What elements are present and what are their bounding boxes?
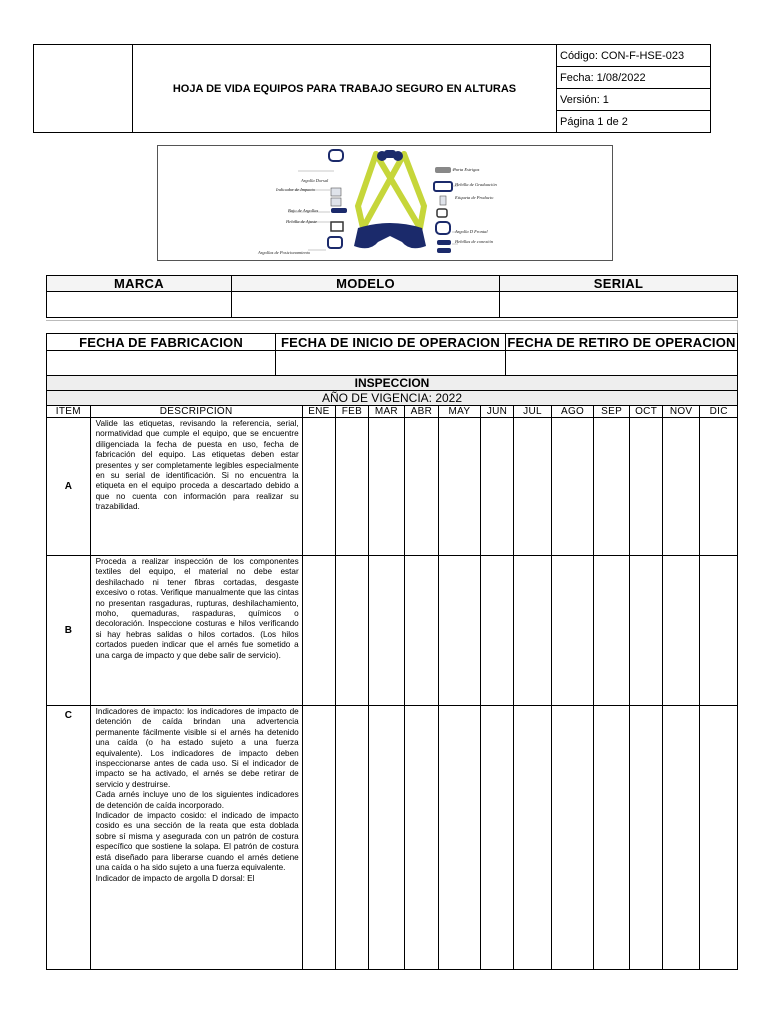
- label-hebilla-graduacion: Hebilla de Graduación: [455, 182, 497, 187]
- check-cell-jun[interactable]: [481, 706, 513, 970]
- equipment-table: [46, 275, 738, 318]
- inspection-row: [47, 706, 738, 970]
- document-version: Versión: 1: [557, 89, 711, 111]
- harness-illustration: [158, 146, 612, 260]
- check-cell-jun[interactable]: [481, 418, 513, 556]
- check-cell-mar[interactable]: [368, 418, 405, 556]
- description-column-header: DESCRIPCIÓN: [90, 406, 302, 418]
- document-title: HOJA DE VIDA EQUIPOS PARA TRABAJO SEGURO EN ALTURAS: [133, 45, 557, 133]
- month-header-feb: FEB: [336, 406, 368, 418]
- check-cell-nov[interactable]: [662, 706, 700, 970]
- check-cell-ene[interactable]: [302, 556, 335, 706]
- month-header-nov: NOV: [662, 406, 700, 418]
- label-hebilla-ajuste: Hebilla de Ajuste: [286, 219, 318, 224]
- item-label: B: [47, 556, 91, 706]
- check-cell-nov[interactable]: [662, 418, 700, 556]
- month-header-may: MAY: [438, 406, 481, 418]
- label-hebillas-conexion: Hebillas de conexión: [455, 239, 493, 244]
- check-cell-ago[interactable]: [552, 706, 594, 970]
- check-cell-dic[interactable]: [700, 706, 738, 970]
- item-column-header: ITEM: [47, 406, 91, 418]
- check-cell-jun[interactable]: [481, 556, 513, 706]
- check-cell-feb[interactable]: [336, 418, 368, 556]
- month-header-jul: JUL: [513, 406, 552, 418]
- check-cell-ago[interactable]: [552, 418, 594, 556]
- check-cell-abr[interactable]: [405, 418, 438, 556]
- modelo-value[interactable]: [232, 292, 500, 318]
- item-description: [90, 706, 302, 970]
- fecha-inicio-value[interactable]: [276, 351, 506, 376]
- check-cell-sep[interactable]: [593, 556, 630, 706]
- fecha-retiro-header: FECHA DE RETIRO DE OPERACION: [507, 334, 736, 350]
- check-cell-jul[interactable]: [513, 556, 552, 706]
- label-porta-estrigas: Porta Estrigas: [453, 167, 480, 172]
- check-cell-sep[interactable]: [593, 706, 630, 970]
- label-bajo-argollas: Bajo de Argollas: [288, 208, 319, 213]
- check-cell-jul[interactable]: [513, 418, 552, 556]
- check-cell-dic[interactable]: [700, 418, 738, 556]
- check-cell-oct[interactable]: [630, 706, 662, 970]
- month-header-ene: ENE: [302, 406, 335, 418]
- inspection-table: [46, 375, 738, 970]
- fecha-retiro-value[interactable]: [506, 351, 738, 376]
- check-cell-abr[interactable]: [405, 556, 438, 706]
- serial-header: SERIAL: [500, 276, 738, 292]
- check-cell-jul[interactable]: [513, 706, 552, 970]
- month-header-abr: ABR: [405, 406, 438, 418]
- check-cell-feb[interactable]: [336, 706, 368, 970]
- fecha-fabricacion-header: FECHA DE FABRICACION: [47, 334, 276, 351]
- check-cell-oct[interactable]: [630, 418, 662, 556]
- check-cell-ene[interactable]: [302, 706, 335, 970]
- check-cell-ago[interactable]: [552, 556, 594, 706]
- check-cell-may[interactable]: [438, 418, 481, 556]
- month-header-jun: JUN: [481, 406, 513, 418]
- label-etiqueta-producto: Etiqueta de Producto: [455, 195, 494, 200]
- check-cell-dic[interactable]: [700, 556, 738, 706]
- label-argolla-dorsal: Argolla Dorsal: [301, 178, 329, 183]
- label-argolla-d-frontal: Argolla D Frontal: [455, 229, 488, 234]
- item-label: C: [47, 706, 91, 970]
- check-cell-sep[interactable]: [593, 418, 630, 556]
- inspection-title: INSPECCION: [47, 376, 738, 391]
- month-header-ago: AGO: [552, 406, 594, 418]
- serial-value[interactable]: [500, 292, 738, 318]
- document-page: Página 1 de 2: [557, 111, 711, 133]
- label-argollas-posicionamiento: Argollas de Posicionamiento: [258, 250, 311, 255]
- check-cell-may[interactable]: [438, 556, 481, 706]
- marca-value[interactable]: [47, 292, 232, 318]
- document-header: [33, 44, 711, 133]
- inspection-header-row: [47, 406, 738, 418]
- marca-header: MARCA: [47, 276, 232, 292]
- dates-table: [46, 333, 738, 376]
- check-cell-nov[interactable]: [662, 556, 700, 706]
- check-cell-mar[interactable]: [368, 706, 405, 970]
- item-label: A: [47, 418, 91, 556]
- item-description: [90, 556, 302, 706]
- check-cell-ene[interactable]: [302, 418, 335, 556]
- fecha-fabricacion-value[interactable]: [47, 351, 276, 376]
- month-header-mar: MAR: [368, 406, 405, 418]
- item-description: [90, 418, 302, 556]
- check-cell-mar[interactable]: [368, 556, 405, 706]
- fecha-inicio-header: FECHA DE INICIO DE OPERACION: [276, 334, 506, 351]
- logo-cell: [34, 45, 133, 133]
- month-header-sep: SEP: [593, 406, 630, 418]
- item-description-text: Indicadores de impacto: los indicadores de impacto de detención de caída brindan una advertencia permanente fácilmente visible si el arnés ha detenido una caída (o ha estado sujeto a una fuerza equivalente). Los indicadores de impacto deben inspeccionarse antes de cada uso. Si el indicador de impacto se ha activado, el arnés se debe retirar de servicio y destruirse. Cada arnés incluye uno de los siguientes indicadores de detención de caída incorporado. Indicador de impacto cosido: el indicado de impacto cosido es una sección de la reata que esta doblada sobre sí misma y asegurada con un patrón de costura específico que sostiene la solapa. El patrón de costura está diseñado para liberarse cuando el arnés detiene una caída o ha sido sujeto a una fuerza equivalente. Indicador de impacto de argolla D dorsal: El: [95, 707, 299, 883]
- label-indicador-impacto: Indicador de Impacto: [276, 187, 315, 192]
- check-cell-feb[interactable]: [336, 556, 368, 706]
- modelo-header: MODELO: [232, 276, 500, 292]
- check-cell-oct[interactable]: [630, 556, 662, 706]
- inspection-row: [47, 418, 738, 556]
- month-header-oct: OCT: [630, 406, 662, 418]
- inspection-year: AÑO DE VIGENCIA: 2022: [47, 391, 738, 406]
- month-header-dic: DIC: [700, 406, 738, 418]
- document-code: Código: CON-F-HSE-023: [557, 45, 711, 67]
- harness-diagram: [157, 145, 613, 261]
- divider-line: [46, 320, 738, 333]
- document-date: Fecha: 1/08/2022: [557, 67, 711, 89]
- check-cell-may[interactable]: [438, 706, 481, 970]
- item-description-text: Proceda a realizar inspección de los componentes textiles del equipo, el material no debe estar deshilachado ni tener fibras cortadas, desgaste excesivo o rotas. Verifique manualmente que las cintas no presentan rasgaduras, rupturas, deshilachamiento, moho, quemaduras, raspaduras, químicos o decoloración. Inspeccione costuras e hilos verificando si hay hebras salidas o hilos cortados. (Los hilos cortados pueden indicar que el arnés fue sometido a una carga de impacto y que debe salir de servicio).: [95, 557, 299, 660]
- check-cell-abr[interactable]: [405, 706, 438, 970]
- item-description-text: Valide las etiquetas, revisando la referencia, serial, normatividad que cumple el equipo, que se encuentre diligenciada la fecha de puesta en uso, fecha de fabricación del equipo. Las etiquetas deben estar presentes y ser completamente legibles especialmente en su serial de identificación. Si no encuentra la etiqueta en el equipo proceda a descartado debido a que no cuenta con información para realizar su trazabilidad.: [95, 419, 299, 512]
- inspection-row: [47, 556, 738, 706]
